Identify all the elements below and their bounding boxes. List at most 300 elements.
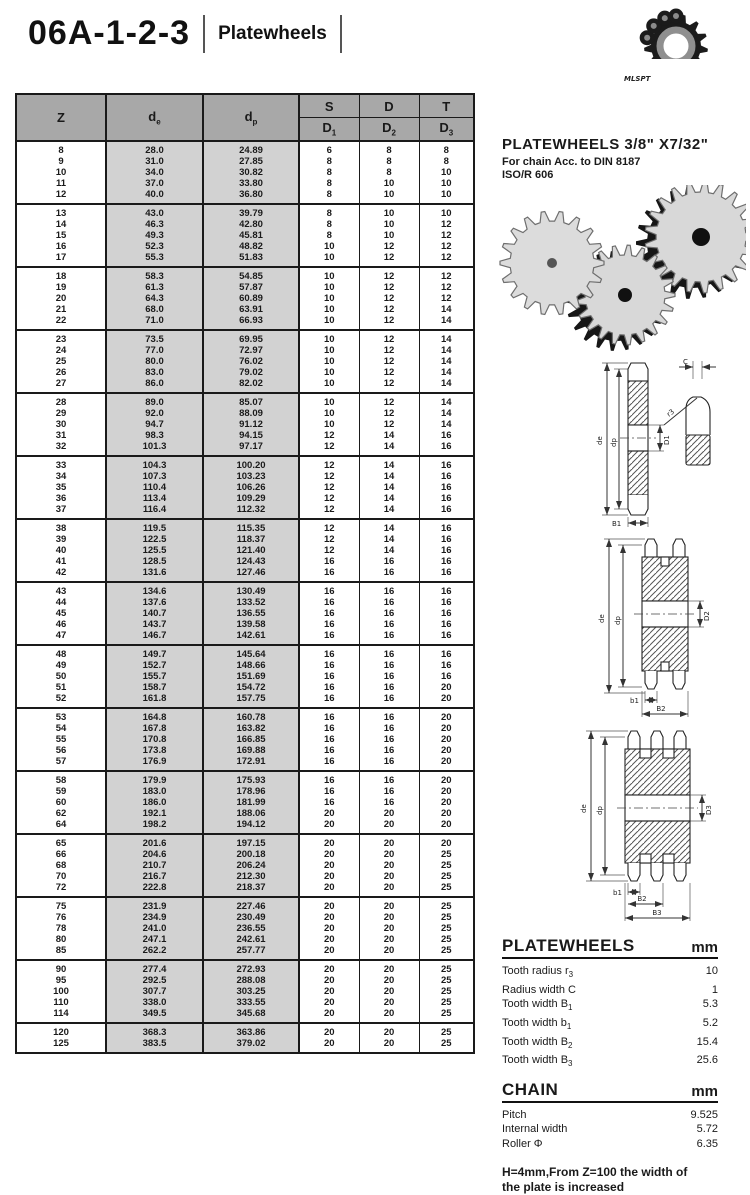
table-cell: 26 (16, 367, 106, 378)
table-cell: 155.7 (106, 671, 203, 682)
table-cell: 166.85 (203, 734, 299, 745)
table-cell: 101.3 (106, 441, 203, 456)
table-cell: 140.7 (106, 608, 203, 619)
table-row (16, 871, 474, 882)
table-row (16, 693, 474, 708)
table-row (16, 367, 474, 378)
table-cell: 103.23 (203, 471, 299, 482)
table-cell: 13 (16, 204, 106, 219)
table-cell: 8 (299, 167, 359, 178)
row-group (16, 456, 474, 519)
table-row (16, 471, 474, 482)
table-cell: 292.5 (106, 975, 203, 986)
table-cell: 11 (16, 178, 106, 189)
table-cell: 152.7 (106, 660, 203, 671)
table-cell: 167.8 (106, 723, 203, 734)
table-cell: 161.8 (106, 693, 203, 708)
chain-link-pin (673, 13, 679, 19)
table-cell: 128.5 (106, 556, 203, 567)
table-row (16, 519, 474, 534)
table-cell: 10 (299, 419, 359, 430)
table-cell: 43.0 (106, 204, 203, 219)
spec-row (502, 1137, 718, 1152)
table-cell: 16 (440, 493, 452, 504)
table-row (16, 156, 474, 167)
table-cell: 12 (359, 330, 419, 345)
table-cell: 8 (443, 156, 449, 167)
table-cell: 94.7 (106, 419, 203, 430)
table-cell: 247.1 (106, 934, 203, 945)
table-cell: 20 (440, 723, 452, 734)
table-row (16, 504, 474, 519)
table-cell: 16 (440, 471, 452, 482)
table-cell: 12 (16, 189, 106, 204)
table-row (16, 608, 474, 619)
table-cell: 16 (359, 786, 419, 797)
table-cell: 42 (16, 567, 106, 582)
table-cell: 14 (359, 456, 419, 471)
table-cell: 234.9 (106, 912, 203, 923)
table-cell: 121.40 (203, 545, 299, 556)
table-row (16, 786, 474, 797)
table-cell: 345.68 (203, 1008, 299, 1023)
gear-hole (618, 288, 632, 302)
table-cell: 10 (299, 408, 359, 419)
table-cell: 16 (359, 693, 419, 708)
table-cell: 12 (299, 471, 359, 482)
table-wrap (15, 93, 475, 1054)
table-row (16, 378, 474, 393)
table-cell: 12 (440, 241, 452, 252)
table-cell: 85 (16, 945, 106, 960)
spec-label: Internal width (502, 1123, 568, 1136)
table-cell: 20 (359, 986, 419, 997)
table-cell: 149.7 (106, 645, 203, 660)
table-cell: 46.3 (106, 219, 203, 230)
table-cell: 20 (299, 986, 359, 997)
table-cell: 25 (440, 860, 452, 871)
table-row (16, 141, 474, 156)
row-group (16, 897, 474, 960)
spec-row (502, 983, 718, 998)
table-cell: 8 (299, 178, 359, 189)
dim-label-b2: B2 (656, 705, 666, 713)
table-cell: 16 (359, 645, 419, 660)
table-cell: 12 (299, 430, 359, 441)
spec-label: Radius width C (502, 983, 576, 996)
table-cell: 20 (299, 860, 359, 871)
table-cell: 12 (359, 315, 419, 330)
table-row (16, 771, 474, 786)
row-group (16, 141, 474, 204)
table-cell: 16 (359, 797, 419, 808)
dim-label-d1: D1 (663, 435, 671, 445)
table-cell: 16 (299, 619, 359, 630)
table-row (16, 660, 474, 671)
table-row (16, 1038, 474, 1053)
spec-row (502, 1122, 718, 1137)
table-cell: 151.69 (203, 671, 299, 682)
table-cell: 12 (440, 219, 452, 230)
table-cell: 12 (359, 293, 419, 304)
table-cell: 20 (440, 682, 452, 693)
dim-label-d2: D2 (703, 611, 711, 621)
table-cell: 12 (359, 408, 419, 419)
row-group (16, 204, 474, 267)
table-cell: 119.5 (106, 519, 203, 534)
table-cell: 14 (440, 367, 452, 378)
table-cell: 134.6 (106, 582, 203, 597)
table-cell: 12 (359, 282, 419, 293)
table-cell: 148.66 (203, 660, 299, 671)
table-cell: 90 (16, 960, 106, 975)
table-cell: 170.8 (106, 734, 203, 745)
table-cell: 16 (440, 630, 452, 641)
col-header-de: $d_e$ (106, 94, 203, 141)
table-cell: 236.55 (203, 923, 299, 934)
table-cell: 8 (299, 156, 359, 167)
table-cell: 178.96 (203, 786, 299, 797)
table-cell: 100 (16, 986, 106, 997)
table-cell: 20 (299, 975, 359, 986)
table-cell: 14 (16, 219, 106, 230)
table-cell: 27.85 (203, 156, 299, 167)
row-group (16, 708, 474, 771)
table-cell: 42.80 (203, 219, 299, 230)
table-row (16, 534, 474, 545)
table-cell: 25 (440, 964, 452, 975)
table-cell: 145.64 (203, 645, 299, 660)
table-cell: 20 (359, 997, 419, 1008)
chain-link-pin (651, 23, 657, 29)
table-cell: 69.95 (203, 330, 299, 345)
brand-logo (598, 4, 738, 86)
gear-hole (692, 228, 710, 246)
table-cell: 20 (440, 838, 452, 849)
table-cell: 10 (16, 167, 106, 178)
table-cell: 20 (299, 849, 359, 860)
table-cell: 12 (440, 282, 452, 293)
table-cell: 20 (299, 960, 359, 975)
table-cell: 125.5 (106, 545, 203, 556)
table-cell: 16 (299, 645, 359, 660)
table-cell: 80 (16, 934, 106, 945)
table-cell: 16 (299, 567, 359, 582)
table-cell: 14 (440, 408, 452, 419)
table-cell: 16 (299, 797, 359, 808)
table-cell: 12 (359, 393, 419, 408)
table-cell: 12 (359, 367, 419, 378)
table-cell: 70 (16, 871, 106, 882)
table-row (16, 975, 474, 986)
table-cell: 28 (16, 393, 106, 408)
table-cell: 163.82 (203, 723, 299, 734)
table-cell: 197.15 (203, 834, 299, 849)
table-cell: 379.02 (203, 1038, 299, 1053)
table-cell: 241.0 (106, 923, 203, 934)
table-cell: 61.3 (106, 282, 203, 293)
spec-value: 5.3 (702, 998, 718, 1011)
row-group (16, 771, 474, 834)
table-cell: 49.3 (106, 230, 203, 241)
table-cell: 16 (359, 630, 419, 645)
table-cell: 139.58 (203, 619, 299, 630)
table-cell: 36.80 (203, 189, 299, 204)
table-cell: 12 (299, 482, 359, 493)
chain-specs-header (502, 1080, 718, 1103)
table-cell: 25 (440, 849, 452, 860)
triplex-platewheel-drawing (530, 723, 745, 928)
table-cell: 16 (440, 534, 452, 545)
right-column (502, 136, 742, 1195)
dim-label-b1: b1 (630, 697, 639, 705)
table-cell: 20 (359, 923, 419, 934)
spec-value: 9.525 (690, 1108, 718, 1121)
table-cell: 107.3 (106, 471, 203, 482)
table-cell: 175.93 (203, 771, 299, 786)
table-cell: 88.09 (203, 408, 299, 419)
table-cell: 10 (299, 378, 359, 393)
table-cell: 16 (359, 608, 419, 619)
table-cell: 48 (16, 645, 106, 660)
table-cell: 25 (440, 901, 452, 912)
row-group (16, 267, 474, 330)
table-row (16, 745, 474, 756)
spec-label: Tooth width $B_3$ (502, 1054, 573, 1069)
spec-value: 15.4 (696, 1035, 718, 1048)
table-cell: 210.7 (106, 860, 203, 871)
table-cell: 48.82 (203, 241, 299, 252)
table-cell: 20 (299, 897, 359, 912)
table-cell: 20 (359, 1008, 419, 1023)
table-cell: 25 (440, 975, 452, 986)
spec-label: Tooth width $B_1$ (502, 998, 573, 1013)
table-cell: 113.4 (106, 493, 203, 504)
chain-link-pin (644, 35, 650, 41)
spec-value: 10 (705, 965, 718, 977)
table-row (16, 912, 474, 923)
table-cell: 14 (359, 482, 419, 493)
table-cell: 14 (359, 519, 419, 534)
table-cell: 131.6 (106, 567, 203, 582)
table-cell: 20 (359, 849, 419, 860)
table-row (16, 682, 474, 693)
table-cell: 16 (299, 723, 359, 734)
sprocket-photos (496, 185, 746, 353)
table-row (16, 808, 474, 819)
table-cell: 16 (359, 597, 419, 608)
table-cell: 55.3 (106, 252, 203, 267)
table-cell: 201.6 (106, 834, 203, 849)
table-cell: 39 (16, 534, 106, 545)
table-cell: 20 (359, 860, 419, 871)
table-cell: 16 (299, 630, 359, 645)
table-cell: 51 (16, 682, 106, 693)
table-cell: 60.89 (203, 293, 299, 304)
table-row (16, 934, 474, 945)
table-cell: 66 (16, 849, 106, 860)
table-row (16, 897, 474, 912)
table-cell: 20 (299, 871, 359, 882)
table-cell: 25 (440, 912, 452, 923)
table-cell: 52 (16, 693, 106, 708)
table-cell: 72 (16, 882, 106, 897)
table-cell: 277.4 (106, 960, 203, 975)
table-cell: 40 (16, 545, 106, 556)
table-cell: 35 (16, 482, 106, 493)
table-cell: 10 (440, 178, 452, 189)
table-cell: 183.0 (106, 786, 203, 797)
table-cell: 16 (440, 567, 452, 578)
table-cell: 78 (16, 923, 106, 934)
table-row (16, 619, 474, 630)
table-cell: 231.9 (106, 897, 203, 912)
table-cell: 164.8 (106, 708, 203, 723)
row-group (16, 1023, 474, 1053)
table-cell: 30.82 (203, 167, 299, 178)
table-cell: 230.49 (203, 912, 299, 923)
table-cell: 12 (359, 378, 419, 393)
table-cell: 25 (440, 934, 452, 945)
table-row (16, 723, 474, 734)
table-cell: 82.02 (203, 378, 299, 393)
table-cell: 47 (16, 630, 106, 645)
spec-row (502, 1035, 718, 1054)
dim-label-b1: b1 (613, 889, 622, 897)
table-cell: 16 (440, 608, 452, 619)
table-cell: 8 (299, 230, 359, 241)
table-cell: 62 (16, 808, 106, 819)
table-cell: 20 (440, 797, 452, 808)
table-cell: 16 (299, 771, 359, 786)
table-cell: 24.89 (203, 141, 299, 156)
chain-ring (660, 30, 692, 62)
table-cell: 14 (440, 356, 452, 367)
table-row (16, 293, 474, 304)
single-platewheel-drawing (536, 355, 736, 531)
table-cell: 122.5 (106, 534, 203, 545)
table-row (16, 167, 474, 178)
table-cell: 60 (16, 797, 106, 808)
platewheels-spec-rows (502, 964, 718, 1072)
table-cell: 206.24 (203, 860, 299, 871)
table-cell: 14 (440, 378, 452, 389)
divider (340, 15, 342, 53)
table-cell: 10 (299, 356, 359, 367)
table-cell: 20 (299, 1038, 359, 1053)
col-header-d: D (359, 94, 419, 118)
table-cell: 72.97 (203, 345, 299, 356)
table-cell: 41 (16, 556, 106, 567)
col-header-d1: $D_1$ (299, 118, 359, 142)
table-cell: 20 (299, 882, 359, 897)
table-cell: 12 (299, 493, 359, 504)
table-cell: 133.52 (203, 597, 299, 608)
dim-label-b2: B2 (637, 895, 647, 903)
table-cell: 71.0 (106, 315, 203, 330)
table-cell: 192.1 (106, 808, 203, 819)
table-cell: 16 (440, 597, 452, 608)
table-cell: 66.93 (203, 315, 299, 330)
table-cell: 125 (16, 1038, 106, 1053)
spec-value: 1 (711, 983, 718, 996)
table-cell: 16 (16, 241, 106, 252)
table-cell: 16 (359, 567, 419, 582)
table-cell: 20 (359, 882, 419, 897)
dim-label-dp: dp (614, 616, 622, 625)
table-cell: 58.3 (106, 267, 203, 282)
table-cell: 12 (299, 545, 359, 556)
spec-label: Pitch (502, 1108, 527, 1121)
table-cell: 288.08 (203, 975, 299, 986)
table-cell: 169.88 (203, 745, 299, 756)
table-cell: 16 (440, 556, 452, 567)
section-heading: PLATEWHEELS 3/8" X7/32" (502, 136, 709, 153)
table-cell: 16 (299, 556, 359, 567)
table-cell: 57 (16, 756, 106, 771)
table-cell: 16 (359, 723, 419, 734)
table-cell: 218.37 (203, 882, 299, 897)
table-cell: 20 (440, 786, 452, 797)
table-cell: 63.91 (203, 304, 299, 315)
table-cell: 109.29 (203, 493, 299, 504)
spec-row (502, 997, 718, 1016)
table-row (16, 430, 474, 441)
table-cell: 12 (359, 356, 419, 367)
table-header (16, 94, 474, 141)
table-cell: 20 (299, 834, 359, 849)
table-cell: 9 (16, 156, 106, 167)
table-cell: 20 (440, 756, 452, 767)
table-cell: 37.0 (106, 178, 203, 189)
spec-label: Tooth radius $r_3$ (502, 965, 574, 980)
col-header-z: Z (16, 94, 106, 141)
table-cell: 115.35 (203, 519, 299, 534)
table-cell: 106.26 (203, 482, 299, 493)
table-cell: 8 (359, 156, 419, 167)
chain-link-pin (662, 15, 668, 21)
table-cell: 16 (440, 586, 452, 597)
table-row (16, 482, 474, 493)
table-row (16, 597, 474, 608)
col-header-s: S (299, 94, 359, 118)
table-cell: 79.02 (203, 367, 299, 378)
table-cell: 16 (299, 745, 359, 756)
table-cell: 16 (440, 504, 452, 515)
table-row (16, 356, 474, 367)
table-row (16, 797, 474, 808)
table-cell: 216.7 (106, 871, 203, 882)
table-cell: 10 (299, 267, 359, 282)
table-cell: 16 (299, 682, 359, 693)
table-row (16, 630, 474, 645)
table-cell: 157.75 (203, 693, 299, 708)
table-cell: 12 (359, 267, 419, 282)
dim-label-d3: D3 (705, 805, 713, 815)
table-cell: 34 (16, 471, 106, 482)
table-cell: 383.5 (106, 1038, 203, 1053)
table-cell: 12 (359, 419, 419, 430)
table-cell: 8 (359, 167, 419, 178)
table-cell: 10 (299, 293, 359, 304)
table-cell: 363.86 (203, 1023, 299, 1038)
table-cell: 172.91 (203, 756, 299, 771)
table-cell: 8 (359, 141, 419, 156)
table-cell: 12 (299, 456, 359, 471)
table-cell: 38 (16, 519, 106, 534)
table-cell: 16 (299, 734, 359, 745)
table-cell: 16 (299, 693, 359, 708)
